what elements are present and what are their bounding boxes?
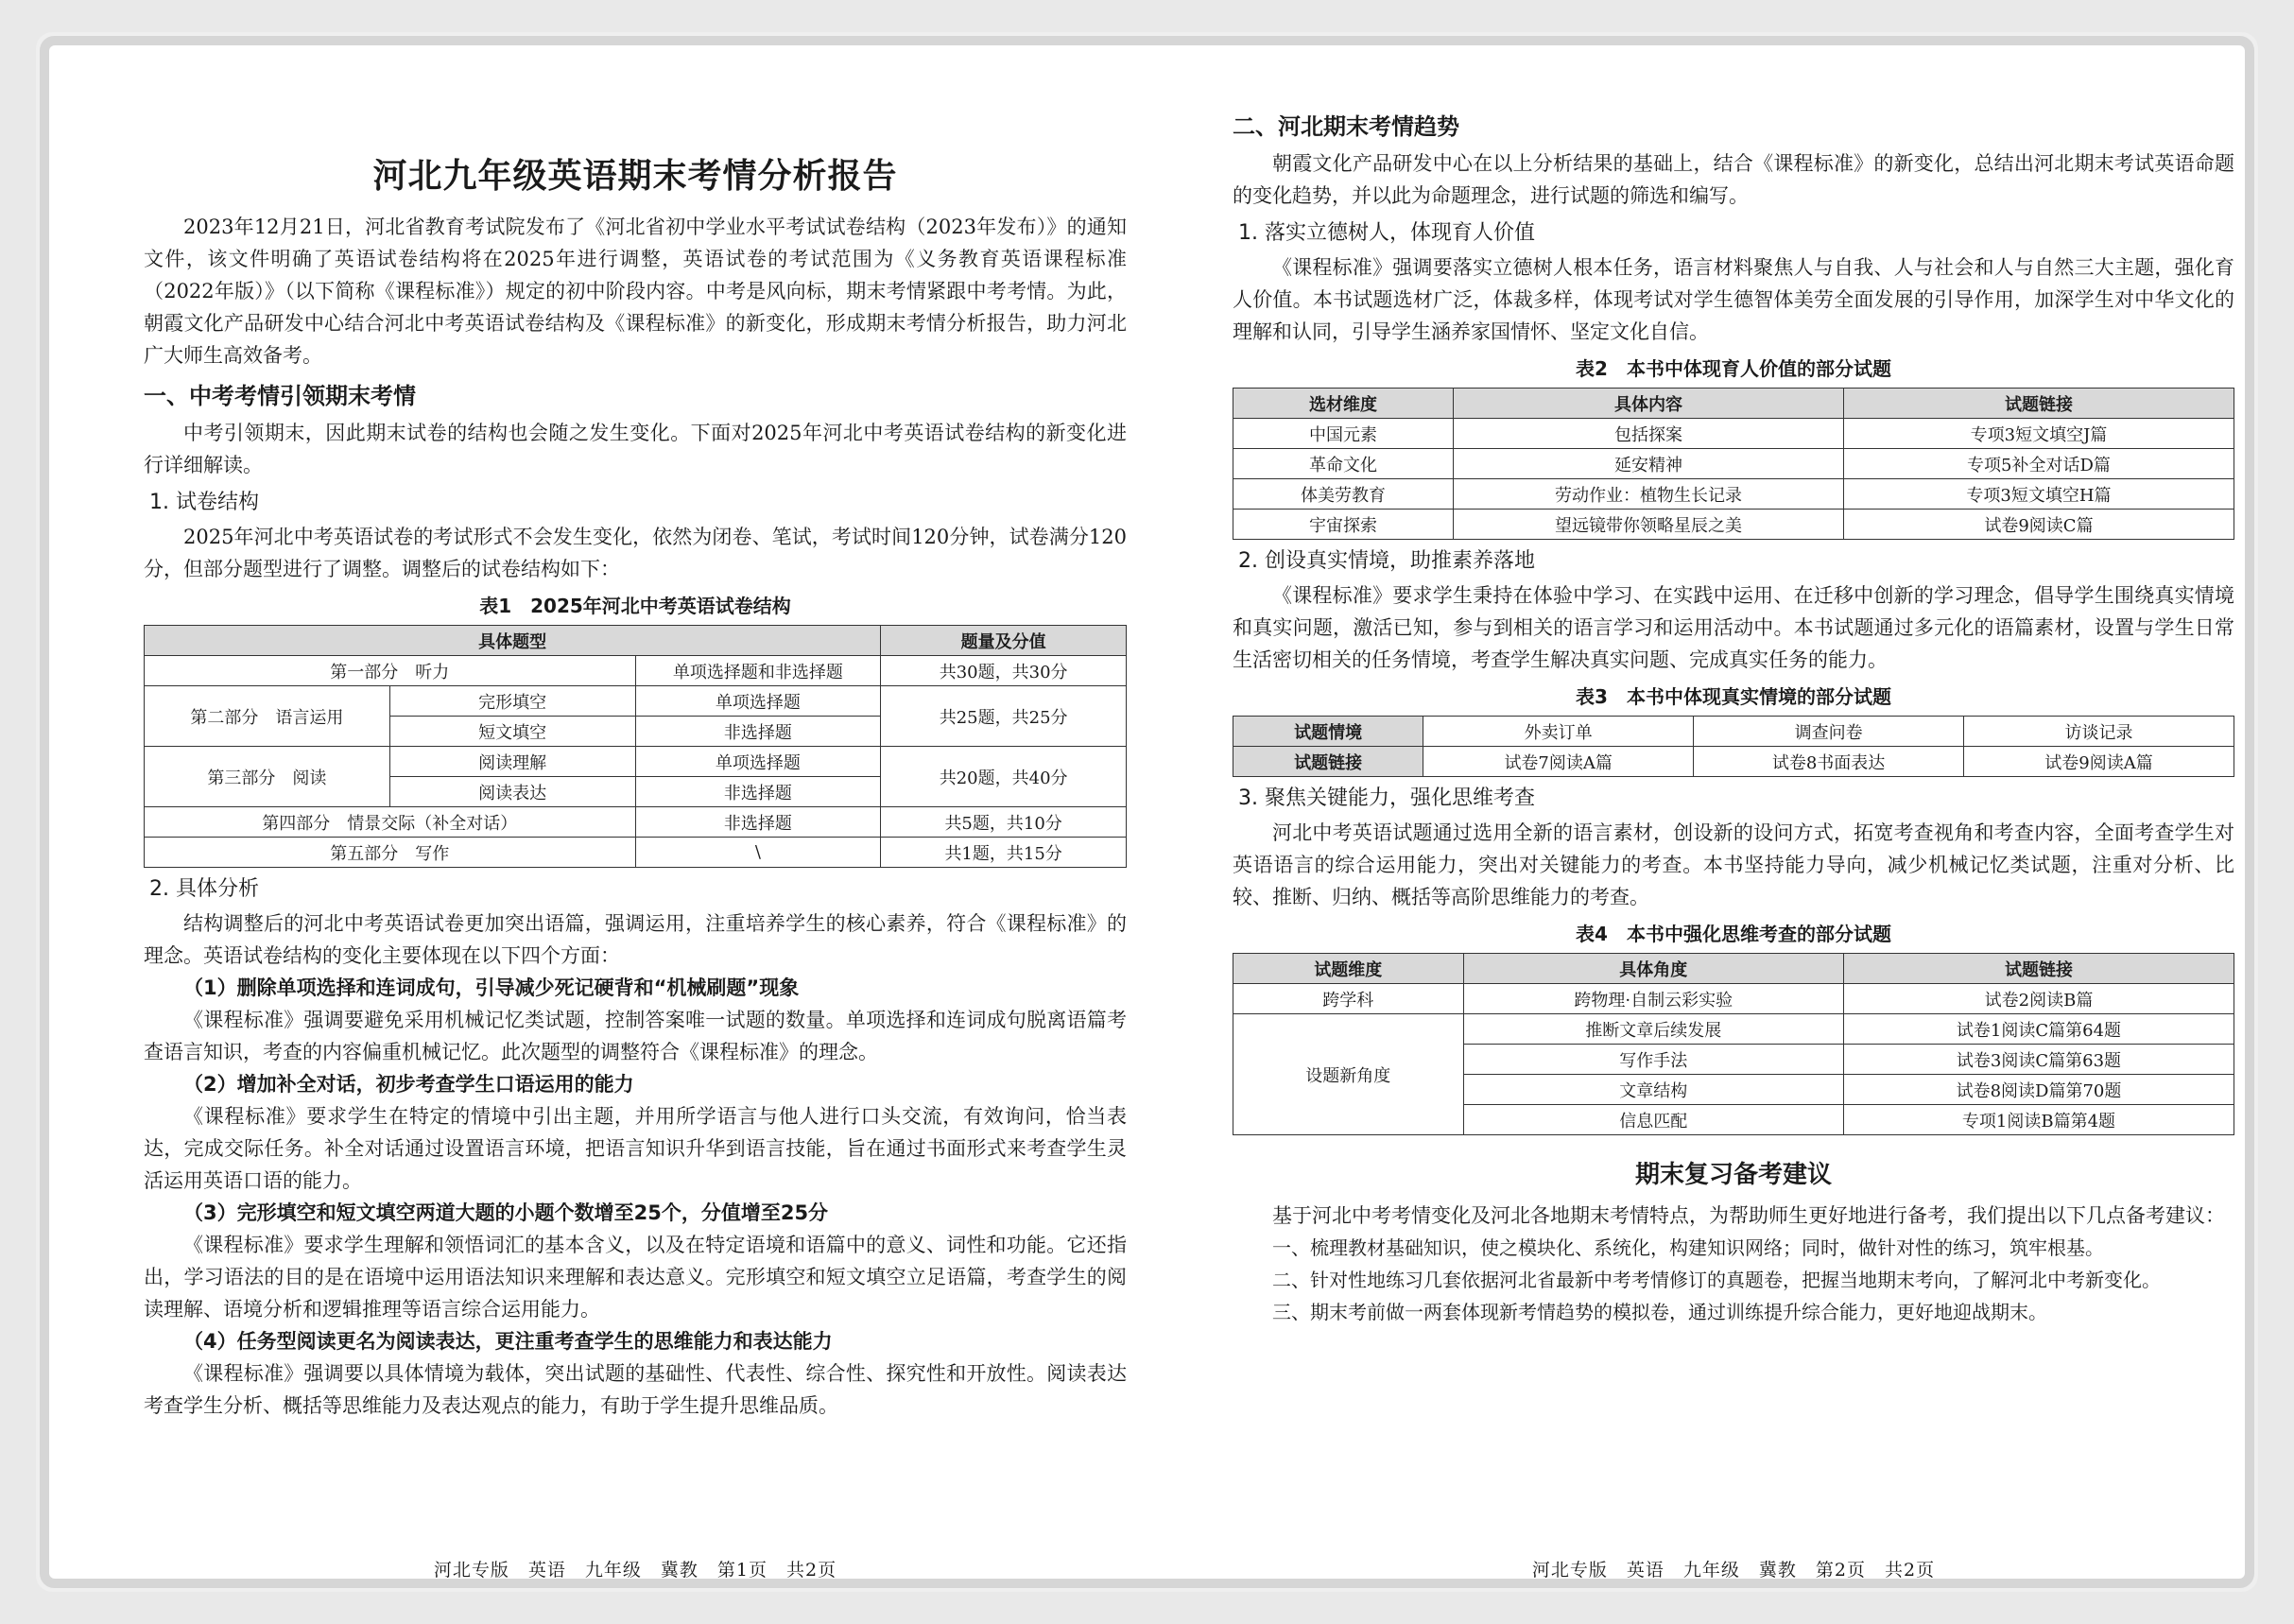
table-row [1233,717,2234,747]
r3-paragraph: 河北中考英语试题通过选用全新的语言素材，创设新的设问方式，拓宽考查视角和考查内容，全面考查学生对英语语言的综合运用能力，突出对关键能力的考查。本书坚持能力导向，减少机械记忆类试题，注重对分析、比较、推断、归纳、概括等高阶思维能力的考查。 [1233,821,2234,908]
table-cell: 设题新角度 [1233,1014,1464,1135]
table-cell: 跨学科 [1233,984,1464,1014]
table-cell: 第四部分 情景交际（补全对话） [145,807,636,838]
section1-paragraph: 中考引领期末，因此期末试卷的结构也会随之发生变化。下面对2025年河北中考英语试卷结构的新变化进行详细解读。 [144,422,1127,476]
table-header: 试题情境 [1233,717,1423,747]
table-cell: 阅读表达 [389,777,635,807]
table-header: 题量及分值 [881,626,1127,656]
table-row [1233,510,2234,540]
table-cell: 推断文章后续发展 [1463,1014,1843,1045]
table-header: 试题链接 [1843,954,2234,984]
table-cell: 试卷9阅读C篇 [1843,510,2234,540]
left-column [144,211,1127,1422]
table-cell: 外卖订单 [1423,717,1694,747]
table-cell: 跨物理·自制云彩实验 [1463,984,1843,1014]
table-cell: 第一部分 听力 [145,656,636,686]
table3 [1233,716,2234,777]
section1-heading: 一、中考考情引领期末考情 [144,383,416,409]
table-cell: 劳动作业：植物生长记录 [1453,479,1843,510]
page-footer-right: 河北专版 英语 九年级 冀教 第2页 共2页 [1531,1560,1936,1581]
table3-caption: 表3 本书中体现真实情境的部分试题 [1576,685,1891,708]
table-row [1233,1014,2234,1045]
table-row [145,626,1127,656]
table-cell: 共20题，共40分 [881,747,1127,807]
sub2-paragraph: 结构调整后的河北中考英语试卷更加突出语篇，强调运用，注重培养学生的核心素养，符合《课程标准》的理念。英语试卷结构的变化主要体现在以下四个方面： [144,912,1127,967]
point3-heading: （3）完形填空和短文填空两道大题的小题个数增至25个，分值增至25分 [183,1201,829,1224]
table4 [1233,953,2234,1135]
document-title: 河北九年级英语期末考情分析报告 [372,157,898,196]
table-cell: 试卷2阅读B篇 [1843,984,2234,1014]
table-cell: 包括探案 [1453,419,1843,449]
advice-item-3: 三、期末考前做一两套体现新考情趋势的模拟卷，通过训练提升综合能力，更好地迎战期末。 [1272,1301,2047,1323]
table-row [1233,389,2234,419]
table-row [145,747,1127,777]
table-cell: 共5题，共10分 [881,807,1127,838]
sub2-heading: 2. 具体分析 [149,877,259,901]
table-cell: 体美劳教育 [1233,479,1454,510]
table-header: 试题链接 [1233,747,1423,777]
r3-heading: 3. 聚焦关键能力，强化思维考查 [1238,786,1535,810]
table-row [1233,479,2234,510]
point1-heading: （1）删除单项选择和连词成句，引导减少死记硬背和“机械刷题”现象 [183,976,800,999]
section2-heading: 二、河北期末考情趋势 [1233,113,1459,140]
r1-heading: 1. 落实立德树人，体现育人价值 [1238,221,1535,245]
point1-paragraph: 《课程标准》强调要避免采用机械记忆类试题，控制答案唯一试题的数量。单项选择和连词成句脱离语篇考查语言知识，考查的内容偏重机械记忆。此次题型的调整符合《课程标准》的理念。 [144,1009,1127,1063]
table-cell: 共1题，共15分 [881,838,1127,868]
table-row [145,656,1127,686]
sub1-heading: 1. 试卷结构 [149,491,259,514]
table-cell: 非选择题 [635,777,881,807]
table-cell: \ [635,838,881,868]
table-cell: 延安精神 [1453,449,1843,479]
table-cell: 革命文化 [1233,449,1454,479]
table-header: 试题链接 [1843,389,2234,419]
table-cell: 试卷1阅读C篇第64题 [1843,1014,2234,1045]
point2-heading: （2）增加补全对话，初步考查学生口语运用的能力 [183,1073,634,1096]
table-cell: 中国元素 [1233,419,1454,449]
table-row [145,838,1127,868]
table-cell: 试卷9阅读A篇 [1964,747,2234,777]
table-cell: 写作手法 [1463,1045,1843,1075]
table-cell: 试卷7阅读A篇 [1423,747,1694,777]
table-cell: 第五部分 写作 [145,838,636,868]
r2-heading: 2. 创设真实情境，助推素养落地 [1238,549,1535,573]
table-cell: 共25题，共25分 [881,686,1127,747]
table-cell: 非选择题 [635,807,881,838]
table-cell: 专项3短文填空J篇 [1843,419,2234,449]
intro-paragraph: 2023年12月21日，河北省教育考试院发布了《河北省初中学业水平考试试卷结构（2023年发布）》的通知文件，该文件明确了英语试卷结构将在2025年进行调整，英语试卷的考试范围为《义务教育英语课程标准（2022年版）》（以下简称《课程标准》）规定的初中阶段内容。中考是风向标，期末考情紧跟中考考情。为此，朝霞文化产品研发中心结合河北中考英语试卷结构及《课程标准》的新变化，形成期末考情分析报告，助力河北广大师生高效备考。 [144,216,1127,367]
table-header: 选材维度 [1233,389,1454,419]
table-row [1233,449,2234,479]
table-cell: 非选择题 [635,717,881,747]
table1-caption: 表1 2025年河北中考英语试卷结构 [479,595,791,617]
table1 [144,625,1127,868]
table4-caption: 表4 本书中强化思维考查的部分试题 [1576,923,1891,945]
table-cell: 文章结构 [1463,1075,1843,1105]
advice-title: 期末复习备考建议 [1634,1161,1832,1189]
right-column [1233,102,2234,1328]
advice-intro: 基于河北中考考情变化及河北各地期末考情特点，为帮助师生更好地进行备考，我们提出以下几点备考建议： [1272,1204,2225,1227]
table-cell: 第三部分 阅读 [145,747,390,807]
table-header: 试题维度 [1233,954,1464,984]
table-row [145,807,1127,838]
table-header: 具体内容 [1453,389,1843,419]
table-cell: 访谈记录 [1964,717,2234,747]
table-row [1233,984,2234,1014]
table-cell: 专项5补全对话D篇 [1843,449,2234,479]
table-cell: 调查问卷 [1694,717,1964,747]
page-footer-left: 河北专版 英语 九年级 冀教 第1页 共2页 [433,1560,837,1581]
r1-paragraph: 《课程标准》强调要落实立德树人根本任务，语言材料聚焦人与自我、人与社会和人与自然三大主题，强化育人价值。本书试题选材广泛，体裁多样，体现考试对学生德智体美劳全面发展的引导作用，加深学生对中华文化的理解和认同，引导学生涵养家国情怀、坚定文化自信。 [1233,256,2234,343]
point4-heading: （4）任务型阅读更名为阅读表达，更注重考查学生的思维能力和表达能力 [183,1330,833,1353]
table-cell: 宇宙探索 [1233,510,1454,540]
table-cell: 信息匹配 [1463,1105,1843,1135]
table-cell: 完形填空 [389,686,635,717]
table-cell: 试卷3阅读C篇第63题 [1843,1045,2234,1075]
page-frame [49,45,2245,1579]
table-row [145,686,1127,717]
table-cell: 专项3短文填空H篇 [1843,479,2234,510]
point4-paragraph: 《课程标准》强调要以具体情境为载体，突出试题的基础性、代表性、综合性、探究性和开放性。阅读表达考查学生分析、概括等思维能力及表达观点的能力，有助于学生提升思维品质。 [144,1362,1127,1417]
table-cell: 试卷8阅读D篇第70题 [1843,1075,2234,1105]
table-header: 具体角度 [1463,954,1843,984]
table2-caption: 表2 本书中体现育人价值的部分试题 [1576,357,1891,380]
table-cell: 阅读理解 [389,747,635,777]
table-row [1233,747,2234,777]
table2 [1233,388,2234,540]
table-cell: 第二部分 语言运用 [145,686,390,747]
advice-item-2: 二、针对性地练习几套依据河北省最新中考考情修订的真题卷，把握当地期末考向，了解河北中考新变化。 [1272,1269,2161,1291]
table-cell: 短文填空 [389,717,635,747]
table-cell: 单项选择题 [635,686,881,717]
table-header: 具体题型 [145,626,881,656]
r2-paragraph: 《课程标准》要求学生秉持在体验中学习、在实践中运用、在迁移中创新的学习理念，倡导学生围绕真实情境和真实问题，激活已知，参与到相关的语言学习和运用活动中。本书试题通过多元化的语篇素材，设置与学生日常生活密切相关的任务情境，考查学生解决真实问题、完成真实任务的能力。 [1233,584,2234,671]
table-cell: 共30题，共30分 [881,656,1127,686]
table-cell: 望远镜带你领略星辰之美 [1453,510,1843,540]
point2-paragraph: 《课程标准》要求学生在特定的情境中引出主题，并用所学语言与他人进行口头交流，有效询问，恰当表达，完成交际任务。补全对话通过设置语言环境，把语言知识升华到语言技能，旨在通过书面形式来考查学生灵活运用英语口语的能力。 [144,1105,1127,1192]
advice-item-1: 一、梳理教材基础知识，使之模块化、系统化，构建知识网络；同时，做针对性的练习，筑牢根基。 [1272,1236,2104,1259]
sub1-paragraph: 2025年河北中考英语试卷的考试形式不会发生变化，依然为闭卷、笔试，考试时间120分钟，试卷满分120分，但部分题型进行了调整。调整后的试卷结构如下： [144,526,1127,580]
point3-paragraph: 《课程标准》要求学生理解和领悟词汇的基本含义，以及在特定语境和语篇中的意义、词性和功能。它还指出，学习语法的目的是在语境中运用语法知识来理解和表达意义。完形填空和短文填空立足语篇，考查学生的阅读理解、语境分析和逻辑推理等语言综合运用能力。 [144,1234,1127,1321]
table-row [1233,954,2234,984]
table-cell: 单项选择题 [635,747,881,777]
section2-paragraph: 朝霞文化产品研发中心在以上分析结果的基础上，结合《课程标准》的新变化，总结出河北期末考试英语命题的变化趋势，并以此为命题理念，进行试题的筛选和编写。 [1233,152,2234,207]
table-cell: 专项1阅读B篇第4题 [1843,1105,2234,1135]
table-row [1233,419,2234,449]
table-cell: 单项选择题和非选择题 [635,656,881,686]
table-cell: 试卷8书面表达 [1694,747,1964,777]
